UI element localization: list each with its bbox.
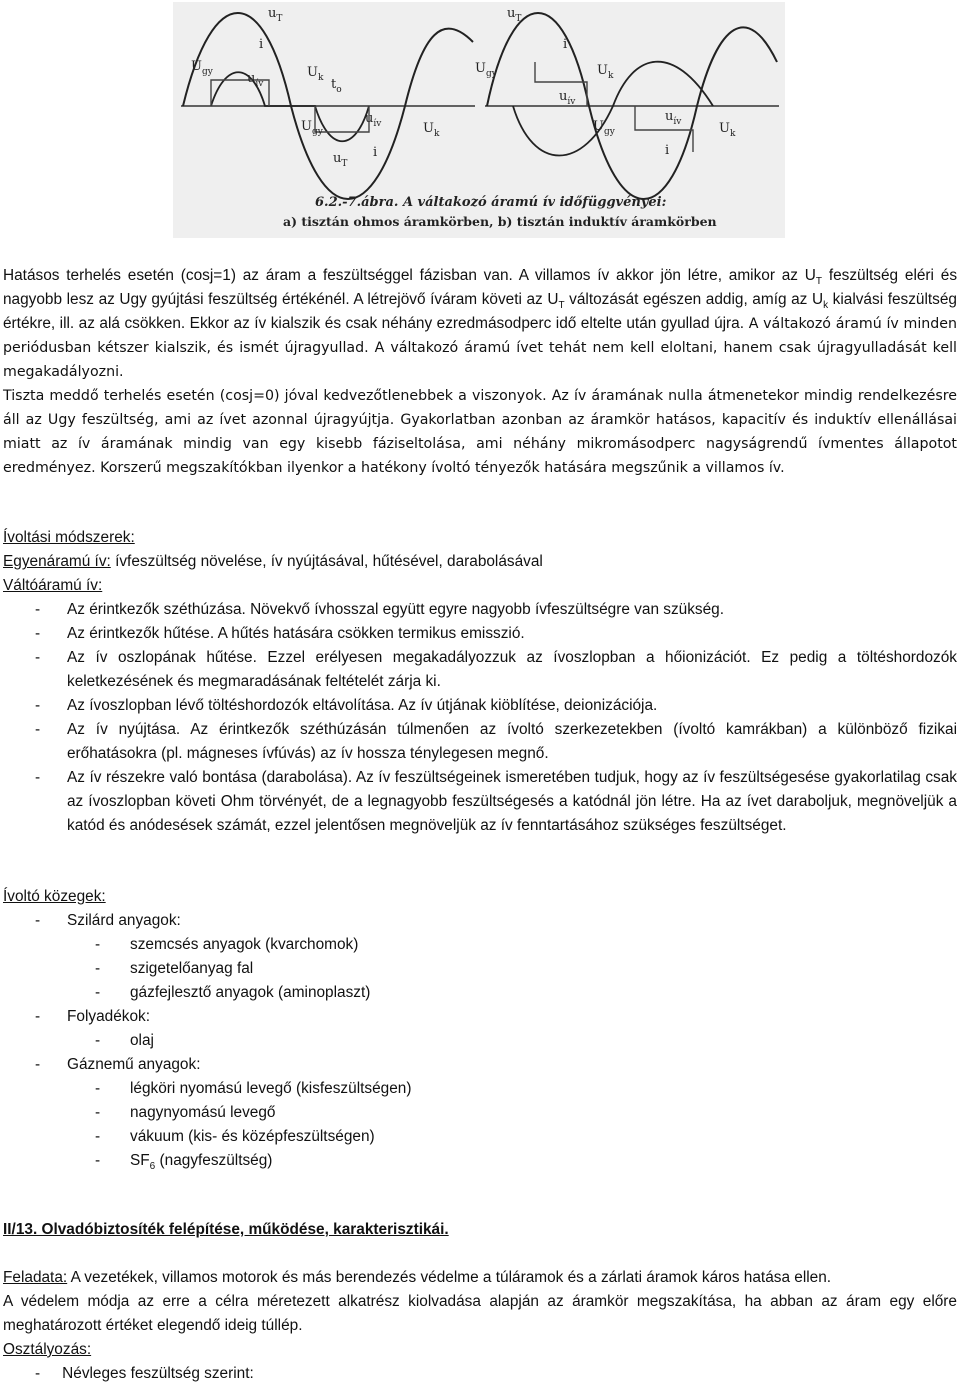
list-dash: - <box>95 1080 101 1097</box>
label-uiv-4: $u_{ív}$ <box>665 109 682 127</box>
ivoltasi-item <box>35 598 957 622</box>
list-item-text: vákuum (kis- és középfeszültségen) <box>130 1128 375 1145</box>
kozeg-category <box>35 909 181 933</box>
list-item-text: légköri nyomású levegő (kisfeszültségen) <box>130 1080 412 1097</box>
kozeg-item <box>95 1029 154 1053</box>
list-item-text: Szilárd anyagok: <box>67 912 181 929</box>
list-dash: - <box>35 649 41 666</box>
figure-caption-1: 6.2.-7.ábra. A váltakozó áramú ív időfüggvényei: <box>315 195 667 210</box>
label-i-3: i <box>563 37 568 52</box>
label-Ugy-2: $U_{gy}$ <box>301 119 323 137</box>
kozeg-item <box>95 1149 272 1173</box>
list-dash: - <box>35 1008 41 1025</box>
list-dash: - <box>95 960 101 977</box>
label-Uk-2: $U_k$ <box>423 121 440 139</box>
section-title: II/13. Olvadóbiztosíték felépítése, működése, karakterisztikái. <box>3 1221 449 1238</box>
label-Ugy-3: $U_{gy}$ <box>475 61 497 79</box>
label-Ugy-4: $U_{gy}$ <box>593 119 615 137</box>
list-item-text: olaj <box>130 1032 154 1049</box>
list-item-text: Az ív nyújtása. Az érintkezők széthúzásán túlmenően az ívoltó szerkezetekben (ívoltó kamrákban) a különböző fizikai erőhatásokra (pl. mágneses ívfúvás) az ív hossza ténylegesen megnő. <box>67 721 957 762</box>
valtoaramu-label: Váltóáramú ív: <box>3 577 103 594</box>
label-i-2: i <box>373 145 378 160</box>
list-dash: - <box>35 625 41 642</box>
paragraph-active-load: Hatásos terhelés esetén (cosj=1) az áram a feszültséggel fázisban van. A villamos ív akkor jön létre, amikor az $U_T$ feszültség eléri és nagyobb lesz az Ugy gyújtási feszültség értékénél. A létrejövő íváram követi az $U_T$ változását egészen addig, amíg az $U_k$ kialvási feszültség értékre, ill. az alá csökken. Ekkor az ív kialszik és csak néhány ezredmásodperc idő eltelte után gyullad újra. A váltakozó áramú ív minden periódusban kétszer kialszik, és ismét újragyullad. A váltakozó áramú ívet tehát nem kell eloltani, hanem csak újragyulladását kell megakadályozni. <box>3 267 958 380</box>
list-dash: - <box>95 1152 101 1169</box>
label-Uk: $U_k$ <box>307 65 324 83</box>
label-uiv: $u_{ív}$ <box>247 71 264 89</box>
sf6-note: (nagyfeszültség) <box>155 1152 273 1169</box>
ivoltasi-item <box>35 766 957 862</box>
arc-waveform-figure <box>173 2 785 238</box>
kozeg-category <box>35 1053 200 1077</box>
list-dash: - <box>35 1365 41 1382</box>
osztaly-item-text: Névleges feszültség szerint: <box>62 1365 254 1382</box>
kozeg-item <box>95 1101 275 1125</box>
list-dash: - <box>95 984 101 1001</box>
label-i-4: i <box>665 143 670 158</box>
list-item-text: Az ív részekre való bontása (darabolása). Az ív feszültségeinek ismeretében tudjuk, hogy az ív feszültségesése gyakorlatilag csak az ívoszlopban követi Ohm törvényét, de a legnagyobb feszültségesés a katódnál jön létre. Ha az ívet daraboljuk, megnöveljük a katód és anódesések számát, ezzel jelentősen megnöveljük az ív fenntartásához szükséges feszültséget. <box>67 769 957 834</box>
list-item-text: szemcsés anyagok (kvarchomok) <box>130 936 359 953</box>
list-dash: - <box>35 912 41 929</box>
kozegek-heading: Ívoltó közegek: <box>3 888 106 905</box>
sf6-text: SF <box>130 1152 150 1169</box>
sf6-subscript: 6 <box>149 1161 156 1173</box>
ivoltasi-item <box>35 622 957 646</box>
label-Uk-3: $U_k$ <box>597 63 614 81</box>
ivoltasi-item <box>35 646 957 694</box>
list-item-text: Az érintkezők hűtése. A hűtés hatására csökken termikus emisszió. <box>67 625 525 642</box>
egyenaramu-line: Egyenáramú ív: ívfeszültség növelése, ív nyújtásával, hűtésével, darabolásával <box>3 553 543 570</box>
ivoltasi-heading: Ívoltási módszerek: <box>3 529 135 546</box>
paragraph-reactive-load: Tiszta meddő terhelés esetén (cosj=0) jóval kedvezőtlenebbek a viszonyok. Az ív áramának nulla átmenetekor mindig rendelkezésre áll az Ugy feszültség, ami az ívet azonnal újragyújtja. Gyakorlatban azonban az áramkör hatásos, kapacitív és induktív ellenállásai miatt az ív áramának mindig van egy kisebb fáziseltolása, ami néhány mikromásodperc nagyságrendű ívmentes állapotot eredményez. Korszerű megszakítókban ilyenkor a hatékony ívoltó tényezők hatására megszűnik a villamos ív. <box>3 388 957 476</box>
kozeg-item <box>95 981 370 1005</box>
osztaly-dash <box>35 1362 254 1386</box>
kozeg-item <box>95 957 253 981</box>
list-item-text <box>130 1152 273 1173</box>
list-dash: - <box>35 601 41 618</box>
list-dash: - <box>95 1104 101 1121</box>
vedelem-paragraph: A védelem módja az erre a célra méretezett alkatrész kiolvadása alapján az áramkör megszakítása, ha abban az áram egy előre meghatározott értéket elegendő ideig túllép. <box>3 1293 957 1334</box>
list-dash: - <box>95 1032 101 1049</box>
waveform-diagram <box>173 2 785 238</box>
label-uT-2: $u_T$ <box>333 151 348 169</box>
list-dash: - <box>35 697 41 714</box>
label-uiv-2: $u_{ív}$ <box>365 111 382 129</box>
label-uiv-3: $u_{ív}$ <box>559 89 576 107</box>
list-item-text: Folyadékok: <box>67 1008 150 1025</box>
list-dash: - <box>95 1128 101 1145</box>
kozeg-item <box>95 1077 411 1101</box>
ivoltasi-item <box>35 718 957 766</box>
kozeg-item <box>95 933 358 957</box>
list-dash: - <box>35 1056 41 1073</box>
list-dash: - <box>95 936 101 953</box>
list-item-text: nagynyomású levegő <box>130 1104 276 1121</box>
list-dash: - <box>35 721 41 738</box>
label-uT: $u_T$ <box>268 6 283 24</box>
list-item-text: szigetelőanyag fal <box>130 960 254 977</box>
list-dash: - <box>35 769 41 786</box>
kozeg-item <box>95 1125 375 1149</box>
ivoltasi-item <box>35 694 957 718</box>
osztalyozas-label: Osztályozás: <box>3 1341 92 1358</box>
kozeg-category <box>35 1005 150 1029</box>
label-Ugy: $U_{gy}$ <box>191 59 213 77</box>
list-item-text: gázfejlesztő anyagok (aminoplaszt) <box>130 984 371 1001</box>
list-item-text: Az ívoszlopban lévő töltéshordozók eltávolítása. Az ív útjának kiöblítése, deionizációja. <box>67 697 658 714</box>
list-item-text: Gáznemű anyagok: <box>67 1056 201 1073</box>
list-item-text: Az érintkezők széthúzása. Növekvő ívhosszal együtt egyre nagyobb ívfeszültségre van szükség. <box>67 601 725 618</box>
figure-caption-2: a) tisztán ohmos áramkörben, b) tisztán induktív áramkörben <box>283 214 717 229</box>
label-i: i <box>259 37 264 52</box>
label-t0: $t_o$ <box>331 77 342 95</box>
label-Uk-4: $U_k$ <box>719 121 736 139</box>
label-uT-3: $u_T$ <box>507 6 522 24</box>
list-item-text: Az ív oszlopának hűtése. Ezzel erélyesen megakadályozzuk az ívoszlopban a hőionizációt. Ez pedig a töltéshordozók keletkezésének és megmaradásának feltételét zárja ki. <box>67 649 957 690</box>
feladat-line: Feladata: A vezetékek, villamos motorok és más berendezés védelme a túláramok és a zárlati áramok káros hatása ellen. <box>3 1269 832 1286</box>
